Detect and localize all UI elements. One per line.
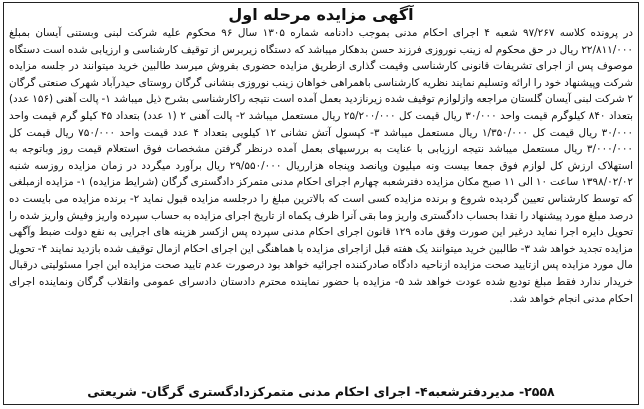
notice-body: در پرونده کلاسه ۹۷/۲۶۷ شعبه ۴ اجرای احکام مدنی بموجب دادنامه شماره ۱۳۰۵ سال ۹۶ محکوم علیه شرکت لبنی وبستنی آیسان بمبلغ ۲۲/۸۱۱/۰۰۰ ریال در حق محکوم له زینب نوروزی فرزند حسن بدهکار میباشد که دستگاه زیربرس از توقیف کارشناسی و ارزیابی شده است دستگاه موصوف پس از اجرای تشریفات قانونی کارشناسی وقیمت گذاری ازطریق مزایده حضوری بفروش میرسد طالبین خرید میتوانند در جلسه مزایده شرکت وپیشنهاد خود را ارائه وتسلیم نمایند نظریه کارشناسی باهمراهی خواهان زینب نوروزی بنشانی گرگان روستای حیدرآباد شهرک صنعتی گرگان ۲ شرکت لبنی آیسان گلستان مراجعه وازلوازم توقیف شده زیرنازدید بعمل آمده است نتیجه راکارشناسی بشرح ذیل میباشد ۱- پالت آهنی (۱۵۶ عدد) بتعداد ۸۴۰ کیلوگرم قیمت واحد ۳۰/۰۰۰ ریال قیمت کل ۲۵/۲۰۰/۰۰۰ ریال مستعمل میباشد ۲- پالت آهنی ۲ (۱ عدد) بتعداد ۴۵ کیلو گرم قیمت واحد ۳۰/۰۰۰ ریال قیمت کل ۱/۳۵۰/۰۰۰ ریال مستعمل میباشد ۳- کپسول آتش نشانی ۱۲ کیلویی بتعداد ۴ عدد قیمت واحد ۷۵۰/۰۰۰ ریال قیمت کل ۳/۰۰۰/۰۰۰ ریال مستعمل میباشد نتیجه ارزیابی با عنایت به بررسیهای بعمل آمده درنظر گرفتن مشخصات فوق استعلام قیمت روز وباتوجه به استهلاک ارزش کل لوازم فوق جمعا بیست ونه میلیون وپانصد وپنجاه هزارریال ۲۹/۵۵۰/۰۰۰ ریال برآورد میگردد در زمان مزایده روزسه شنبه ۱۳۹۸/۰۲/۰۲ ساعت ۱۰ الی ۱۱ صبح مکان مزایده دفترشعبه چهارم اجرای احکام مدنی متمرکز دادگستری گرگان (شرایط مزایده) ۱- مزایده ازمبلغی که توسط کارشناس تعیین گردیده شروع و برنده مزایده کسی است که بالاترین مبلغ را درجلسه مزایده قبول نماید ۲- برنده مزایده می بایست ده درصد مبلغ مورد پیشنهاد را نقدا بحساب دادگستری واریز وما بقی آنرا ظرف یکماه از تاریخ اجرای مزایده به حساب سپرده واریز وفیش واریز شده را تحویل دایره اجرا نماید درغیر این صورت وفق ماده ۱۲۹ قانون اجرای احکام مدنی سپرده پس ازکسر هزینه های اجرایی به نفع دولت ضبط وآگهی مزایده تجدید خواهد شد ۳- طالبین خرید میتوانند یک هفته قبل ازاجرای مزایده با هماهنگی این اجرای احکام ازمال توقیف شده بازدید نمایند ۴- تحویل مال مورد مزایده پس ازتایید صحت مزایده ازناحیه دادگاه صادرکننده اجرائیه خواهد بود درصورت عدم تایید صحت مزایده این اجرا مسئولیتی درقبال خریدار ندارد فقط مبلغ تودیع شده عودت خواهد شد ۵- مزایده با حضور نماینده محترم دادستان دادسرای عمومی وانقلاب گرگان ونماینده اجرای احکام مدنی انجام خواهد شد. [9, 27, 633, 305]
notice-title: آگهی مزایده مرحله اول [228, 5, 414, 24]
notice-signature: ۲۵۵۸- مدیردفترشعبه۴- اجرای احکام مدنی متمرکزدادگستری گرگان- شریعتی [87, 384, 555, 399]
auction-notice [3, 2, 639, 405]
